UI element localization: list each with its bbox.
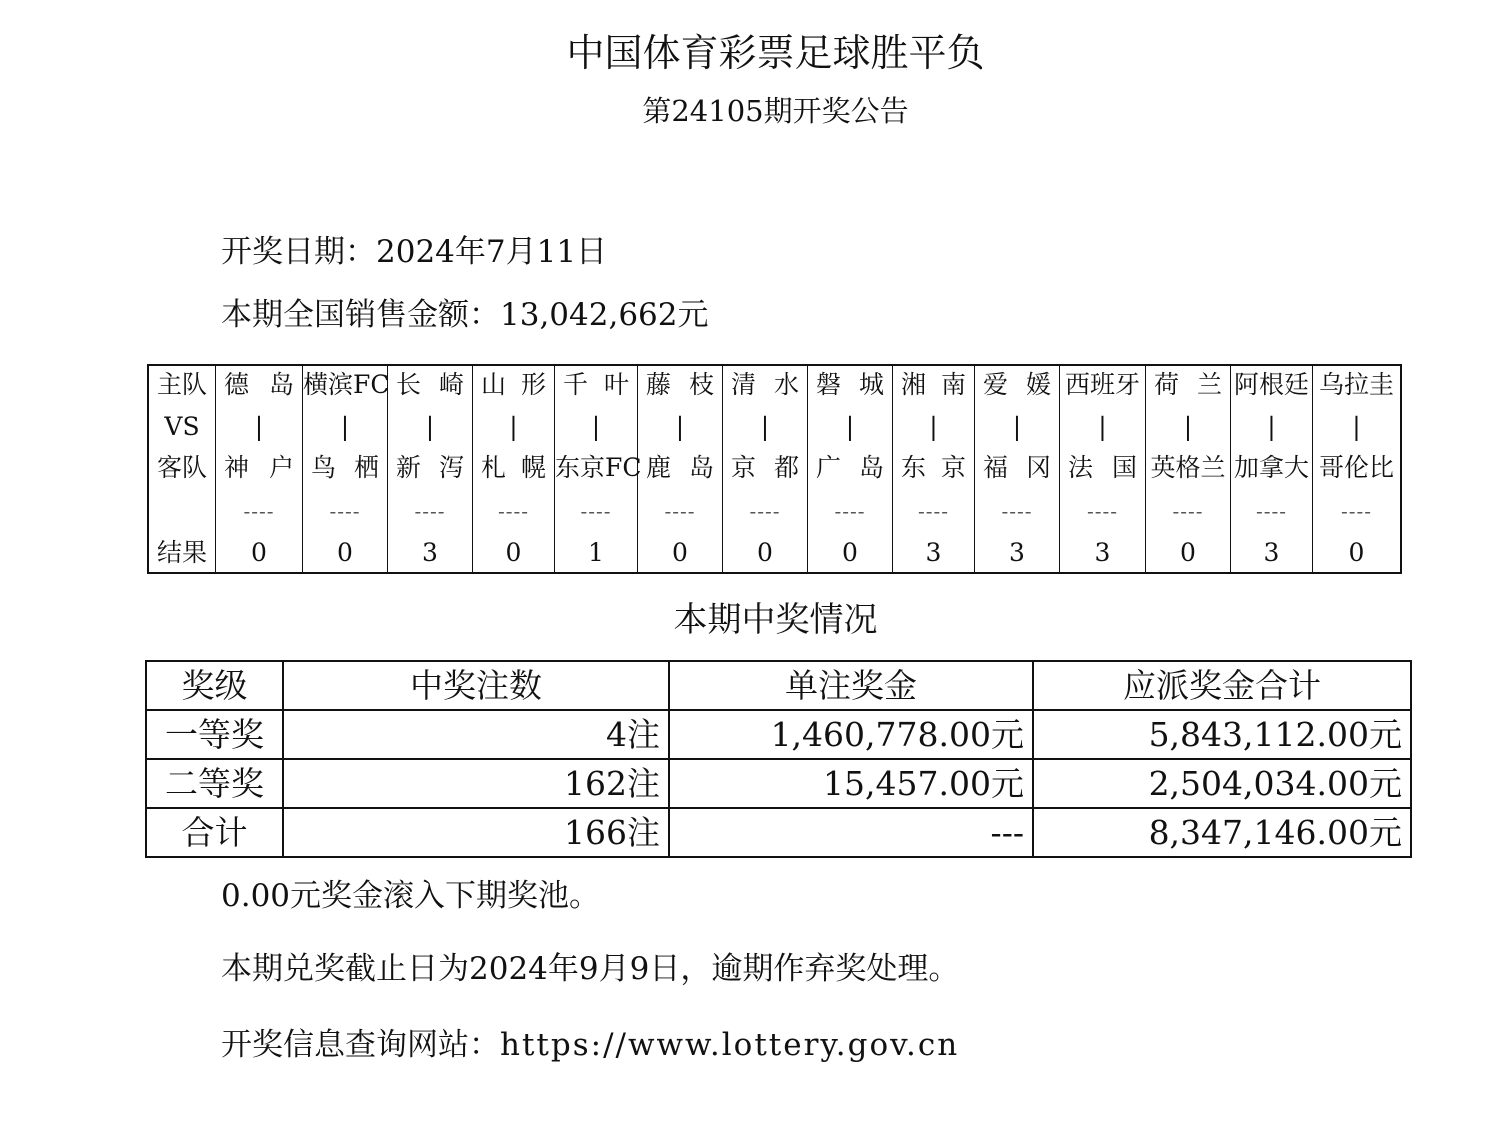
away-team-text: 幌	[520, 453, 546, 482]
dash-separator: ----	[1001, 499, 1033, 523]
away-team	[638, 451, 722, 485]
away-team-text: 东京FC	[555, 453, 642, 482]
home-team	[1231, 368, 1312, 402]
home-team	[893, 368, 974, 402]
away-team-text: 户	[268, 453, 294, 482]
match-result: 0	[1180, 538, 1196, 567]
home-team-text: 叶	[603, 370, 629, 399]
vs-divider: |	[1012, 412, 1022, 441]
home-team	[216, 368, 302, 402]
match-column	[637, 366, 722, 572]
match-column	[892, 366, 974, 572]
home-team-text: 千	[563, 370, 589, 399]
home-team	[555, 368, 637, 402]
home-team-text: 藤	[646, 370, 672, 399]
prize-level: 合计	[146, 808, 283, 857]
home-team-text: 湘	[901, 370, 927, 399]
dash-separator: ----	[749, 499, 781, 523]
match-results-table	[147, 364, 1402, 574]
away-team-text: 加拿大	[1233, 453, 1309, 482]
away-team	[1060, 451, 1145, 485]
result-label: 结果	[156, 538, 207, 567]
home-team-text: 崎	[438, 370, 464, 399]
home-team-text: 山	[481, 370, 507, 399]
match-result: 0	[757, 538, 773, 567]
prize-header-row	[146, 661, 1411, 710]
match-result: 0	[672, 538, 688, 567]
away-team	[1231, 451, 1312, 485]
sales-line	[221, 295, 709, 335]
home-team-text: 横滨FC	[303, 370, 390, 399]
unit-prize: 15,457.00元	[669, 759, 1033, 808]
home-team-text: 德	[224, 370, 250, 399]
home-team	[388, 368, 472, 402]
away-team-text: 札	[481, 453, 507, 482]
dash-separator: ----	[1255, 499, 1288, 523]
col-winning-count: 中奖注数	[283, 661, 669, 710]
vs-divider: |	[929, 412, 938, 441]
prize-level: 一等奖	[146, 710, 283, 759]
home-team-text: 岛	[268, 370, 294, 399]
away-team	[1146, 451, 1230, 485]
total-prize: 5,843,112.00元	[1033, 710, 1411, 759]
announcement-title: 中国体育彩票足球胜平负	[566, 31, 985, 75]
draw-date-line	[221, 232, 607, 272]
col-total-prize: 应派奖金合计	[1033, 661, 1411, 710]
issue-subtitle: 第24105期开奖公告	[642, 94, 909, 128]
match-result: 3	[1094, 538, 1111, 567]
match-row-headers	[149, 366, 216, 572]
total-prize: 8,347,146.00元	[1033, 808, 1411, 857]
vs-divider: |	[1183, 412, 1193, 441]
away-team	[975, 451, 1059, 485]
prize-table	[145, 660, 1412, 858]
match-column	[216, 366, 302, 572]
match-result: 0	[505, 538, 522, 567]
away-team	[555, 451, 642, 485]
match-result: 0	[1348, 538, 1365, 567]
away-team-text: 冈	[1025, 453, 1051, 482]
vs-divider: |	[509, 412, 518, 441]
vs-divider: |	[675, 412, 685, 441]
match-column	[722, 366, 807, 572]
match-column	[472, 366, 554, 572]
match-result: 0	[337, 538, 353, 567]
unit-prize: 1,460,778.00元	[669, 710, 1033, 759]
match-result: 0	[251, 538, 267, 567]
match-column	[1059, 366, 1145, 572]
home-team	[638, 368, 722, 402]
website-link[interactable]: https://www.lottery.gov.cn	[500, 1027, 960, 1063]
away-team-text: 英格兰	[1150, 453, 1226, 482]
dash-separator: ----	[834, 499, 866, 523]
claim-deadline-note: 本期兑奖截止日为2024年9月9日，逾期作弃奖处理。	[221, 951, 960, 987]
home-team	[473, 368, 554, 402]
away-team-text: 神	[224, 453, 250, 482]
away-team	[303, 451, 387, 485]
draw-date-value: 2024年7月11日	[376, 234, 608, 270]
away-team-text: 都	[773, 453, 799, 482]
table-row	[146, 759, 1411, 808]
away-team-text: 东	[901, 453, 927, 482]
match-column	[807, 366, 892, 572]
vs-divider: |	[760, 412, 770, 441]
home-team-text: 西班牙	[1064, 370, 1140, 399]
website-line	[221, 1025, 959, 1065]
home-team-text: 城	[858, 370, 884, 399]
away-team	[723, 451, 807, 485]
home-team	[1060, 368, 1145, 402]
match-result: 3	[925, 538, 942, 567]
sales-value: 13,042,662元	[500, 297, 709, 333]
col-unit-prize: 单注奖金	[669, 661, 1033, 710]
away-team	[473, 451, 554, 485]
away-team	[808, 451, 892, 485]
rollover-note: 0.00元奖金滚入下期奖池。	[221, 878, 601, 914]
home-team	[808, 368, 892, 402]
vs-divider: |	[1098, 412, 1107, 441]
dash-separator: ----	[329, 499, 361, 523]
away-team	[893, 451, 974, 485]
away-team-text: 福	[983, 453, 1009, 482]
away-team-text: 鸟	[311, 453, 337, 482]
home-team	[723, 368, 807, 402]
match-result: 3	[1009, 538, 1025, 567]
home-team-text: 清	[731, 370, 757, 399]
vs-divider: |	[425, 412, 435, 441]
col-prize-level: 奖级	[146, 661, 283, 710]
vs-divider: |	[254, 412, 264, 441]
sales-label: 本期全国销售金额：	[221, 297, 500, 333]
away-team-text: 京	[731, 453, 757, 482]
away-team-text: 泻	[438, 453, 464, 482]
match-result: 1	[588, 538, 604, 567]
match-result: 3	[422, 538, 438, 567]
away-team-text: 岛	[858, 453, 884, 482]
away-team	[388, 451, 472, 485]
away-team-text: 栖	[353, 453, 379, 482]
dash-separator: ----	[917, 499, 950, 523]
match-result: 3	[1263, 538, 1280, 567]
dash-separator: ----	[580, 499, 612, 523]
home-team-text: 爱	[983, 370, 1009, 399]
match-column	[302, 366, 390, 572]
table-row	[146, 710, 1411, 759]
home-team-text: 磐	[816, 370, 842, 399]
match-column	[554, 366, 642, 572]
home-team-text: 形	[520, 370, 546, 399]
away-team-text: 岛	[688, 453, 714, 482]
away-team-text: 鹿	[646, 453, 672, 482]
home-team-label: 主队	[156, 370, 207, 399]
home-team-text: 媛	[1025, 370, 1051, 399]
winning-count: 162注	[283, 759, 669, 808]
match-column	[387, 366, 472, 572]
match-column	[1145, 366, 1230, 572]
home-team	[975, 368, 1059, 402]
home-team-text: 长	[396, 370, 422, 399]
dash-separator: ----	[664, 499, 696, 523]
draw-date-label: 开奖日期：	[221, 234, 376, 270]
match-result: 0	[842, 538, 858, 567]
dash-separator: ----	[243, 499, 275, 523]
dash-separator: ----	[1172, 499, 1204, 523]
home-team	[303, 368, 390, 402]
home-team-text: 兰	[1196, 370, 1222, 399]
home-team	[1146, 368, 1230, 402]
vs-label: VS	[164, 412, 200, 441]
website-label: 开奖信息查询网站：	[221, 1027, 500, 1063]
dash-separator: ----	[414, 499, 446, 523]
winning-count: 4注	[283, 710, 669, 759]
dash-separator: ----	[1086, 499, 1119, 523]
dash-separator: ----	[1340, 499, 1373, 523]
away-team	[216, 451, 302, 485]
dash-separator: ----	[497, 499, 530, 523]
total-prize: 2,504,034.00元	[1033, 759, 1411, 808]
away-team-text: 新	[396, 453, 422, 482]
away-team	[1313, 451, 1400, 485]
vs-divider: |	[340, 412, 350, 441]
vs-divider: |	[1267, 412, 1276, 441]
winning-count: 166注	[283, 808, 669, 857]
vs-divider: |	[845, 412, 855, 441]
away-team-text: 国	[1111, 453, 1137, 482]
home-team-text: 南	[940, 370, 966, 399]
home-team-text: 乌拉圭	[1318, 370, 1394, 399]
prize-heading: 本期中奖情况	[673, 600, 878, 640]
home-team	[1313, 368, 1400, 402]
away-team-label: 客队	[156, 453, 207, 482]
prize-level: 二等奖	[146, 759, 283, 808]
vs-divider: |	[591, 412, 601, 441]
away-team-text: 京	[940, 453, 966, 482]
match-column	[974, 366, 1059, 572]
home-team-text: 荷	[1154, 370, 1180, 399]
home-team-text: 水	[773, 370, 799, 399]
match-column	[1312, 366, 1400, 572]
table-row	[146, 808, 1411, 857]
away-team-text: 广	[816, 453, 842, 482]
home-team-text: 阿根廷	[1233, 370, 1309, 399]
vs-divider: |	[1352, 412, 1361, 441]
unit-prize: ---	[669, 808, 1033, 857]
away-team-text: 哥伦比	[1318, 453, 1394, 482]
home-team-text: 枝	[688, 370, 714, 399]
match-column	[1230, 366, 1312, 572]
away-team-text: 法	[1068, 453, 1094, 482]
